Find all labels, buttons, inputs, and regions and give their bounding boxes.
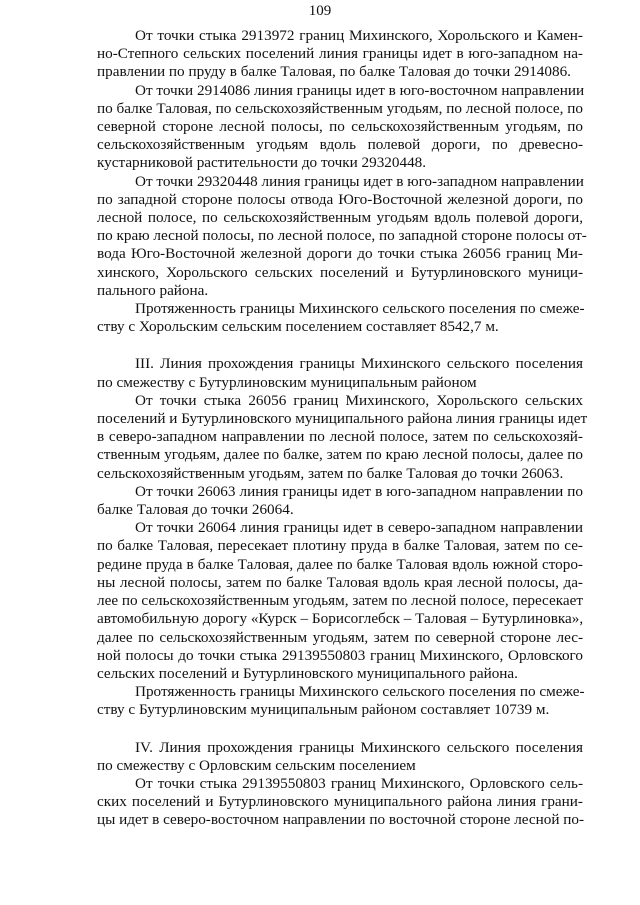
paragraph (97, 355, 583, 391)
text-line: ству с Бутурлиновским муниципальным районом составляет 10739 м. (97, 701, 550, 719)
paragraph (97, 739, 583, 775)
section-gap (97, 336, 583, 355)
text-line: сельских поселений и Бутурлиновского муниципального района. (97, 664, 518, 682)
paragraph (97, 683, 583, 719)
text-line: сельскохозяйственным угодьям вдоль полевой дороги, по древесно- (97, 136, 583, 154)
text-line: северной стороне лесной полосы, по сельскохозяйственным угодьям, по (97, 118, 583, 136)
paragraph (97, 172, 587, 300)
text-line: Протяженность границы Михинского сельского поселения по смеже- (135, 683, 585, 701)
text-line: ственным угодьям, далее по балке, затем по краю лесной полосы, далее по (97, 446, 583, 464)
document-body (97, 27, 588, 830)
text-line: От точки 2914086 линия границы идет в юго-восточном направлении (135, 81, 585, 99)
page-number: 109 (308, 3, 332, 19)
text-line: правлении по пруду в балке Таловая, по балке Таловая до точки 2914086. (97, 63, 571, 81)
text-line: От точки 29320448 линия границы идет в юго-западном направлении (135, 172, 584, 190)
text-line: по краю лесной полосы, по лесной полосе, по западной стороне полосы от- (97, 227, 587, 245)
paragraph (97, 519, 583, 683)
paragraph (97, 775, 583, 830)
text-line: по смежеству с Бутурлиновским муниципальным районом (97, 373, 477, 391)
text-line: по балке Таловая, по сельскохозяйственным угодьям, по лесной полосе, по (97, 99, 583, 117)
text-line: балке Таловая до точки 26064. (97, 501, 294, 519)
text-line: Протяженность границы Михинского сельского поселения по смеже- (135, 300, 585, 318)
paragraph (97, 82, 583, 173)
paragraph (97, 300, 583, 336)
text-line: сельскохозяйственным угодьям, затем по балке Таловая до точки 26063. (97, 464, 564, 482)
text-line: по западной стороне полосы отвода Юго-Восточной железной дороги, по (97, 190, 583, 208)
text-line: От точки 26063 линия границы идет в юго-западном направлении по (135, 482, 583, 500)
text-line: в северо-западном направлении по лесной полосе, затем по сельскохозяй- (97, 428, 583, 446)
text-line: лее по сельскохозяйственным угодьям, затем по лесной полосе, пересекает (97, 592, 583, 610)
text-line: по смежеству с Орловским сельским поселением (97, 756, 416, 774)
paragraph (97, 391, 588, 483)
text-line: цы идет в северо-восточном направлении по восточной стороне лесной по- (97, 811, 585, 829)
text-line: лесной полосе, по сельскохозяйственным угодьям вдоль полевой дороги, (97, 209, 583, 227)
text-line: по балке Таловая, пересекает плотину пруда в балке Таловая, затем по се- (97, 537, 583, 555)
text-line: вода Юго-Восточной железной дороги до точки стыка 26056 границ Ми- (97, 245, 583, 263)
text-line: III. Линия прохождения границы Михинского сельского поселения (135, 355, 583, 373)
text-line: далее по сельскохозяйственным угодьям, затем по северной стороне лес- (97, 628, 583, 646)
section-gap (97, 720, 583, 739)
text-line: От точки стыка 29139550803 границ Михинского, Орловского сель- (135, 774, 583, 792)
text-line: От точки 26064 линия границы идет в северо-западном направлении (135, 519, 583, 537)
text-line: От точки стыка 2913972 границ Михинского, Хорольского и Камен- (135, 27, 583, 44)
paragraph (97, 27, 583, 82)
text-line: кустарниковой растительности до точки 29320448. (97, 154, 427, 172)
text-line: От точки стыка 26056 границ Михинского, Хорольского сельских (135, 391, 583, 409)
text-line: редине пруда в балке Таловая, далее по балке Таловая вдоль южной сторо- (97, 555, 583, 573)
text-line: пального района. (97, 281, 209, 299)
text-line: IV. Линия прохождения границы Михинского сельского поселения (135, 738, 583, 756)
paragraph (97, 483, 583, 519)
text-line: но-Степного сельских поселений линия границы идет в юго-западном на- (97, 45, 583, 63)
text-line: поселений и Бутурлиновского муниципального района линия границы идет (97, 410, 588, 428)
text-line: ной полосы до точки стыка 29139550803 границ Михинского, Орловского (97, 646, 583, 664)
text-line: автомобильную дорогу «Курск – Борисоглебск – Таловая – Бутурлиновка», (97, 610, 584, 628)
text-line: ны лесной полосы, затем по балке Таловая вдоль края лесной полосы, да- (97, 573, 583, 591)
text-line: хинского, Хорольского сельских поселений и Бутурлиновского муници- (97, 263, 583, 281)
text-line: ству с Хорольским сельским поселением составляет 8542,7 м. (97, 318, 499, 336)
text-line: ских поселений и Бутурлиновского муниципального района линия грани- (97, 793, 583, 811)
